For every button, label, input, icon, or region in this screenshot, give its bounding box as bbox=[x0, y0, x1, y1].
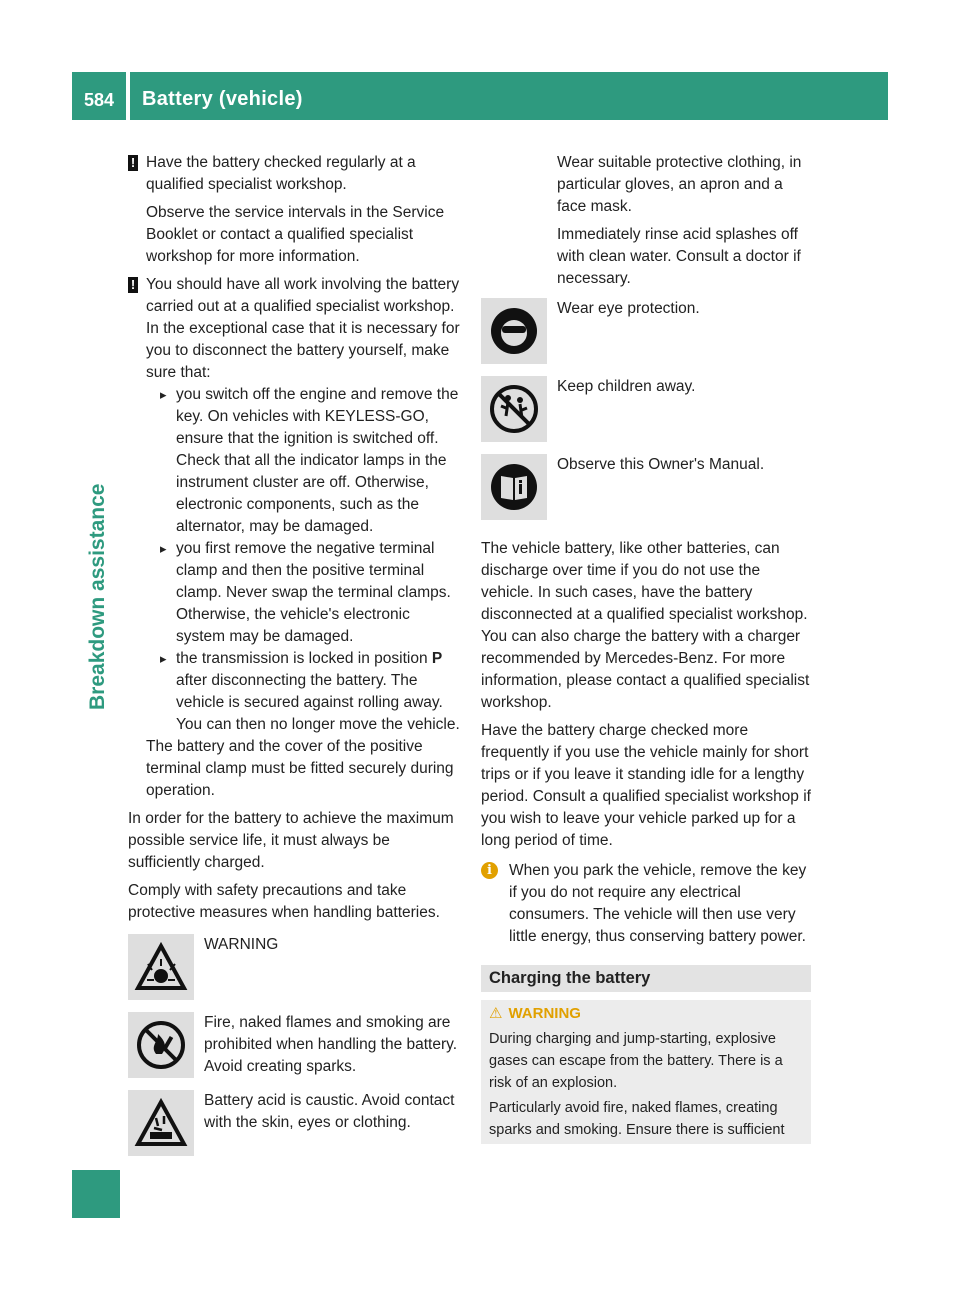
paragraph: Immediately rinse acid splashes off with clean water. Consult a doctor if necessary. bbox=[557, 226, 801, 287]
section-title: Charging the battery bbox=[489, 969, 651, 987]
explosion-warning-icon bbox=[128, 934, 194, 1000]
eye-protection-icon bbox=[481, 298, 547, 364]
notice-subtext: Observe the service intervals in the Service Booklet or contact a qualified specialist workshop for more information. bbox=[146, 204, 445, 265]
info-icon: i bbox=[481, 862, 498, 879]
header-divider bbox=[126, 72, 130, 120]
section-heading bbox=[481, 965, 811, 992]
symbol-caption: Fire, naked flames and smoking are prohibited when handling the battery. Avoid creating sparks. bbox=[204, 1014, 458, 1075]
paragraph: Have the battery charge checked more frequently if you use the vehicle mainly for short trips or if you leave it standing idle for a lengthy period. Consult a qualified specialist workshop if you wish to leave your vehicle parked up for a long period of time. bbox=[481, 722, 811, 849]
chapter-tab-label: Breakdown assistance bbox=[86, 483, 109, 710]
right-column bbox=[481, 152, 813, 954]
symbol-caption: Observe this Owner's Manual. bbox=[557, 456, 765, 473]
symbol-caption: Wear eye protection. bbox=[557, 300, 700, 317]
corrosive-warning-icon bbox=[128, 1090, 194, 1156]
warning-box bbox=[481, 1000, 811, 1144]
warning-text: During charging and jump-starting, explosive gases can escape from the battery. There is a risk of an explosion. bbox=[489, 1031, 783, 1091]
left-column bbox=[128, 152, 460, 1168]
info-note bbox=[481, 860, 813, 948]
list-item: ▸ you first remove the negative terminal clamp and then the positive terminal clamp. Never swap the terminal clamps. Otherwise, the vehicle's electronic system may be damaged. bbox=[160, 538, 460, 648]
notice-block bbox=[128, 152, 460, 268]
safety-symbol-row bbox=[128, 1090, 460, 1168]
warning-label: WARNING bbox=[508, 1005, 581, 1022]
safety-symbol-row bbox=[481, 298, 813, 376]
bullet-list bbox=[146, 384, 460, 736]
warning-triangle-icon: ⚠ bbox=[489, 1005, 503, 1022]
paragraph: The vehicle battery, like other batteries, can discharge over time if you do not use the vehicle. In such cases, have the battery disconnected at a qualified specialist workshop. You can also charge the battery with a charger recommended by Mercedes-Benz. For more information, please contact a qualified specialist workshop. bbox=[481, 540, 810, 711]
gear-position: P bbox=[431, 650, 443, 667]
chapter-tab-marker bbox=[72, 1170, 120, 1218]
list-item bbox=[160, 648, 460, 736]
safety-symbol-row bbox=[481, 454, 813, 538]
safety-symbol-row bbox=[128, 934, 460, 1012]
safety-symbol-row bbox=[481, 376, 813, 454]
notice-block bbox=[128, 274, 460, 802]
page-number: 584 bbox=[84, 90, 115, 110]
warning-header bbox=[489, 1003, 581, 1025]
paragraph: Comply with safety precautions and take protective measures when handling batteries. bbox=[128, 882, 440, 921]
list-item-text: after disconnecting the battery. The vehicle is secured against rolling away. You can then no longer move the vehicle. bbox=[176, 672, 460, 733]
safety-symbol-row bbox=[128, 1012, 460, 1090]
paragraph: Wear suitable protective clothing, in particular gloves, an apron and a face mask. bbox=[557, 154, 802, 215]
exclamation-icon: ! bbox=[128, 155, 138, 171]
owners-manual-icon bbox=[481, 454, 547, 520]
paragraph: In order for the battery to achieve the maximum possible service life, it must always be sufficiently charged. bbox=[128, 810, 454, 871]
info-text: When you park the vehicle, remove the key if you do not require any electrical consumers. The vehicle will then use very little energy, thus conserving battery power. bbox=[509, 862, 807, 945]
symbol-caption: Keep children away. bbox=[557, 378, 696, 395]
symbol-caption: WARNING bbox=[204, 936, 279, 953]
keep-children-away-icon bbox=[481, 376, 547, 442]
exclamation-icon: ! bbox=[128, 277, 138, 293]
symbol-caption: Battery acid is caustic. Avoid contact with the skin, eyes or clothing. bbox=[204, 1092, 455, 1131]
warning-body bbox=[489, 1028, 807, 1144]
page-title: Battery (vehicle) bbox=[142, 88, 303, 110]
notice-text: You should have all work involving the battery carried out at a qualified specialist workshop. In the exceptional case that it is necessary for you to disconnect the battery yourself, make sure that: bbox=[146, 276, 460, 381]
notice-closing: The battery and the cover of the positive terminal clamp must be fitted securely during operation. bbox=[146, 738, 454, 799]
no-fire-smoking-icon bbox=[128, 1012, 194, 1078]
list-item-text: the transmission is locked in position bbox=[176, 650, 432, 667]
warning-text: Particularly avoid fire, naked flames, creating sparks and smoking. Ensure there is sufficient bbox=[489, 1100, 785, 1138]
notice-text: Have the battery checked regularly at a qualified specialist workshop. bbox=[146, 154, 416, 193]
page-header bbox=[72, 72, 888, 120]
list-item: ▸ you switch off the engine and remove the key. On vehicles with KEYLESS-GO, ensure that the ignition is switched off. Check that all the indicator lamps in the instrument cluster are off. Otherwise, electronic components, such as the alternator, may be damaged. bbox=[160, 384, 460, 538]
